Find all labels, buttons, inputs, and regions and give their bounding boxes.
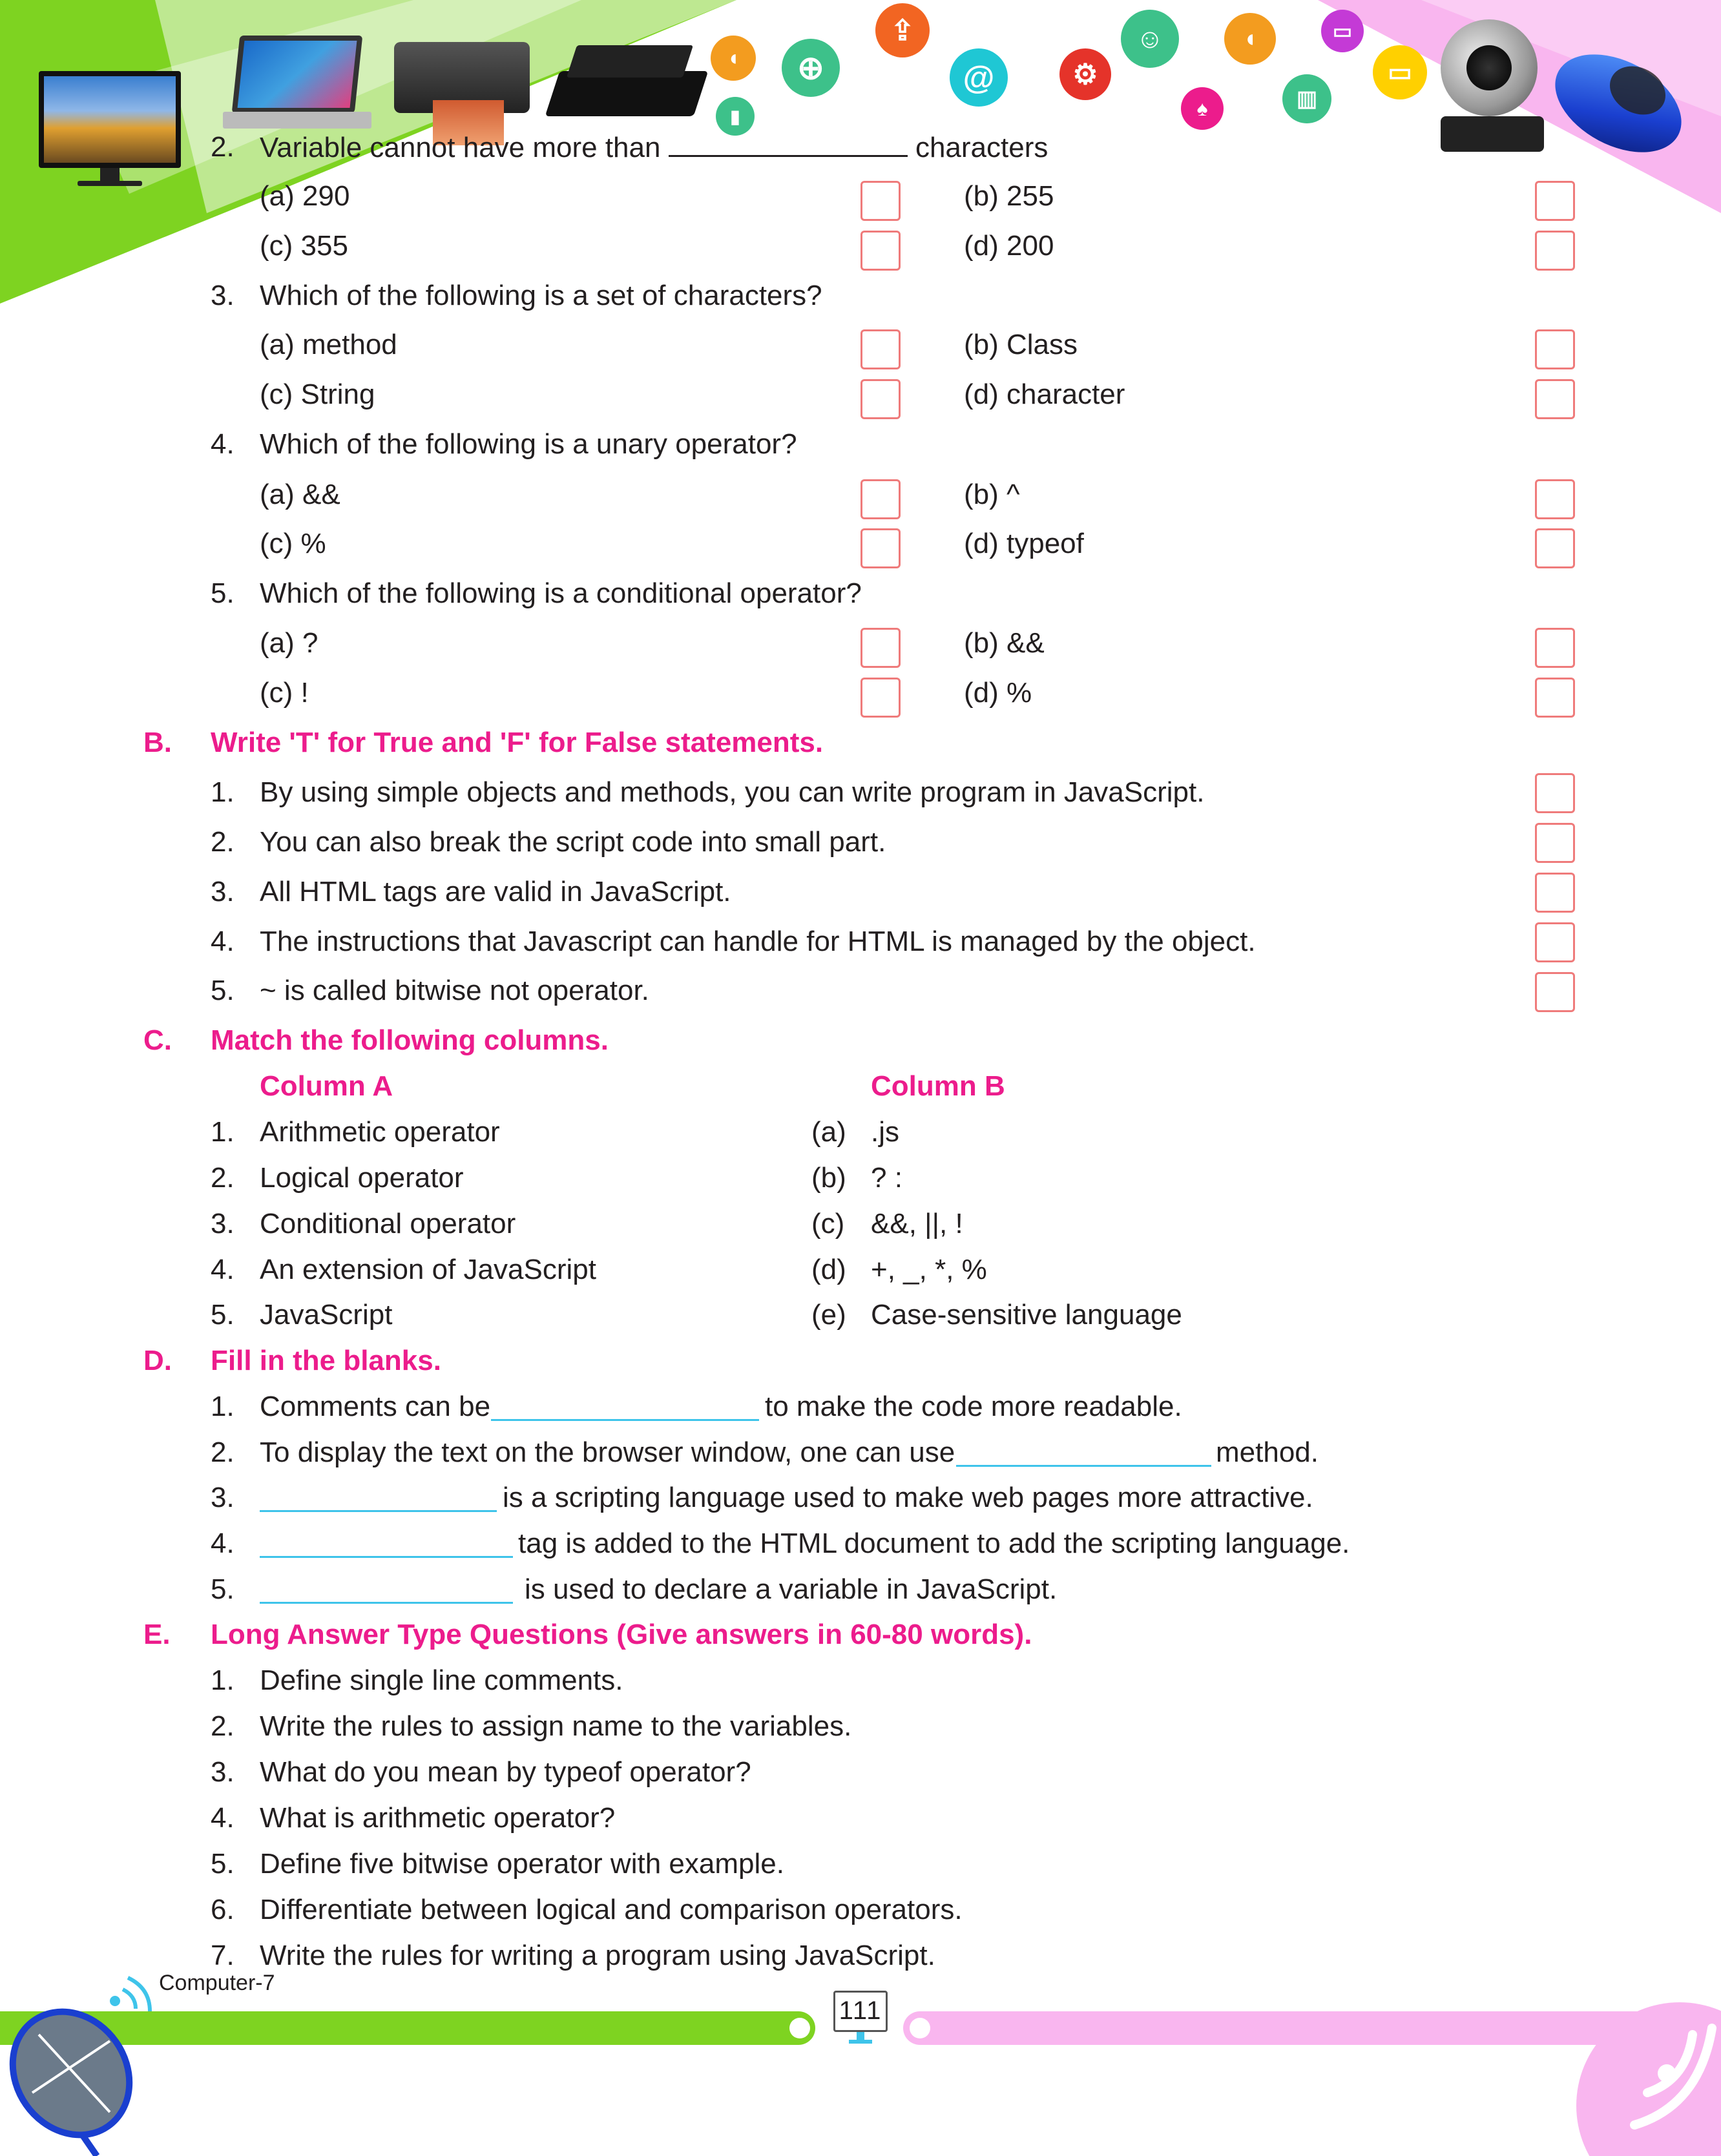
true-false-box[interactable]: [1535, 823, 1575, 863]
laptop-image: [223, 36, 371, 132]
option-c: (c) 355: [260, 230, 348, 262]
match-letter: (a): [811, 1116, 846, 1148]
true-false-box[interactable]: [1535, 873, 1575, 913]
option-b: (b) Class: [964, 329, 1078, 360]
book-title: Computer-7: [159, 1971, 275, 1995]
section-letter: B.: [143, 727, 172, 758]
long-question-text: Define single line comments.: [260, 1664, 623, 1696]
match-number: 2.: [211, 1162, 235, 1194]
page-number: 111: [839, 1996, 882, 2025]
option-c: (c) %: [260, 528, 326, 559]
blank-number: 4.: [211, 1528, 235, 1559]
long-question-number: 6.: [211, 1894, 235, 1925]
statement-number: 4.: [211, 926, 235, 957]
blank-post-text: is used to declare a variable in JavaScript.: [525, 1573, 1058, 1605]
question-number: 5.: [211, 577, 235, 609]
chart-icon: ▮: [716, 97, 755, 136]
section-letter: C.: [143, 1024, 172, 1056]
answer-checkbox[interactable]: [860, 329, 901, 369]
match-letter: (c): [811, 1208, 845, 1239]
long-question-text: What is arithmetic operator?: [260, 1802, 616, 1834]
computer-mouse-image: [1550, 61, 1699, 191]
answer-checkbox[interactable]: [860, 678, 901, 718]
fill-blank-line[interactable]: [956, 1465, 1211, 1467]
long-question-number: 2.: [211, 1710, 235, 1742]
statement-text: The instructions that Javascript can handle for HTML is managed by the object.: [260, 926, 1256, 957]
upload-icon: ⇪: [875, 3, 930, 57]
section-letter: E.: [143, 1619, 171, 1650]
statement-number: 2.: [211, 826, 235, 858]
bar-chart-icon: ▥: [1282, 74, 1331, 123]
blank-number: 5.: [211, 1573, 235, 1605]
answer-checkbox[interactable]: [860, 628, 901, 668]
match-column-b: .js: [871, 1116, 899, 1148]
question-text: Which of the following is a unary operator?: [260, 428, 797, 460]
column-b-header: Column B: [871, 1070, 1005, 1102]
globe-icon: ⊕: [782, 39, 840, 97]
fill-blank-line[interactable]: [260, 1556, 513, 1558]
long-question-number: 5.: [211, 1848, 235, 1880]
option-b: (b) ^: [964, 479, 1020, 510]
blank-pre-text: To display the text on the browser window, one can use: [260, 1436, 955, 1468]
statement-text: All HTML tags are valid in JavaScript.: [260, 876, 731, 907]
true-false-box[interactable]: [1535, 922, 1575, 962]
option-d: (d) 200: [964, 230, 1054, 262]
long-question-number: 3.: [211, 1756, 235, 1788]
answer-checkbox[interactable]: [1535, 528, 1575, 568]
option-d: (d) %: [964, 677, 1032, 709]
option-b: (b) &&: [964, 627, 1045, 659]
section-title: Fill in the blanks.: [211, 1345, 441, 1376]
answer-checkbox[interactable]: [1535, 678, 1575, 718]
option-c: (c) String: [260, 378, 375, 410]
match-column-a: Arithmetic operator: [260, 1116, 500, 1148]
at-icon: @: [950, 48, 1008, 107]
blank-post-text: tag is added to the HTML document to add the scripting language.: [518, 1528, 1350, 1559]
printer-image: [394, 36, 530, 145]
footer-green-dot: [789, 2018, 810, 2038]
section-title: Long Answer Type Questions (Give answers in 60-80 words).: [211, 1619, 1032, 1650]
option-a: (a) 290: [260, 180, 350, 212]
blank-post-text: is a scripting language used to make web pages more attractive.: [503, 1482, 1313, 1513]
blank-post-text: to make the code more readable.: [765, 1391, 1182, 1422]
footer-pink-dot: [910, 2018, 930, 2038]
answer-checkbox[interactable]: [1535, 329, 1575, 369]
statement-text: You can also break the script code into small part.: [260, 826, 886, 858]
answer-checkbox[interactable]: [1535, 231, 1575, 271]
match-letter: (e): [811, 1299, 846, 1331]
long-question-number: 4.: [211, 1802, 235, 1834]
settings-icon: ⚙: [1059, 48, 1111, 100]
column-a-header: Column A: [260, 1070, 393, 1102]
long-question-text: Define five bitwise operator with example.: [260, 1848, 784, 1880]
blank-number: 3.: [211, 1482, 235, 1513]
answer-checkbox[interactable]: [860, 231, 901, 271]
fill-blank-line[interactable]: [260, 1510, 497, 1512]
webcam-image: [1434, 19, 1544, 155]
question-text: Variable cannot have more than characters: [260, 132, 1048, 163]
match-column-a: Conditional operator: [260, 1208, 516, 1239]
satellite-dish-icon: [0, 1964, 155, 2156]
match-column-b: Case-sensitive language: [871, 1299, 1182, 1331]
long-question-number: 1.: [211, 1664, 235, 1696]
match-number: 1.: [211, 1116, 235, 1148]
statement-number: 5.: [211, 975, 235, 1006]
question-number: 4.: [211, 428, 235, 460]
section-title: Write 'T' for True and 'F' for False statements.: [211, 727, 824, 758]
match-column-a: An extension of JavaScript: [260, 1254, 596, 1285]
option-a: (a) method: [260, 329, 397, 360]
statement-text: By using simple objects and methods, you can write program in JavaScript.: [260, 776, 1205, 808]
option-d: (d) character: [964, 378, 1125, 410]
option-b: (b) 255: [964, 180, 1054, 212]
option-c: (c) !: [260, 677, 309, 709]
option-a: (a) &&: [260, 479, 340, 510]
match-column-a: JavaScript: [260, 1299, 393, 1331]
section-letter: D.: [143, 1345, 172, 1376]
mouse-icon: ◖: [711, 36, 756, 81]
true-false-box[interactable]: [1535, 972, 1575, 1012]
blank-number: 2.: [211, 1436, 235, 1468]
blank-number: 1.: [211, 1391, 235, 1422]
monitor-image: [39, 71, 181, 187]
question-number: 2.: [211, 131, 235, 163]
match-number: 4.: [211, 1254, 235, 1285]
fill-blank-line[interactable]: [260, 1602, 513, 1604]
blank-post-text: method.: [1216, 1436, 1319, 1468]
long-question-text: Write the rules for writing a program using JavaScript.: [260, 1940, 935, 1971]
answer-checkbox[interactable]: [1535, 628, 1575, 668]
answer-checkbox[interactable]: [860, 479, 901, 519]
answer-checkbox[interactable]: [860, 181, 901, 221]
blank-pre-text: Comments can be: [260, 1391, 491, 1422]
section-title: Match the following columns.: [211, 1024, 609, 1056]
match-letter: (d): [811, 1254, 846, 1285]
answer-checkbox[interactable]: [1535, 479, 1575, 519]
statement-number: 1.: [211, 776, 235, 808]
question-number: 3.: [211, 280, 235, 311]
folder-icon: ▭: [1321, 10, 1364, 52]
people-icon: ☺: [1121, 10, 1179, 68]
true-false-box[interactable]: [1535, 773, 1575, 813]
answer-checkbox[interactable]: [1535, 181, 1575, 221]
question-text: Which of the following is a conditional operator?: [260, 577, 862, 609]
match-column-b: ? :: [871, 1162, 902, 1194]
fill-blank-line[interactable]: [491, 1419, 759, 1421]
long-question-number: 7.: [211, 1940, 235, 1971]
gamepad-icon: ♠: [1181, 87, 1224, 130]
match-number: 3.: [211, 1208, 235, 1239]
monitor-icon: ▭: [1373, 45, 1427, 99]
answer-checkbox[interactable]: [860, 379, 901, 419]
question-text: Which of the following is a set of characters?: [260, 280, 822, 311]
answer-checkbox[interactable]: [1535, 379, 1575, 419]
match-column-b: +, _, *, %: [871, 1254, 987, 1285]
mouse-icon: ◖: [1224, 13, 1276, 65]
statement-text: ~ is called bitwise not operator.: [260, 975, 649, 1006]
scanner-image: [552, 45, 701, 123]
long-question-text: Write the rules to assign name to the variables.: [260, 1710, 852, 1742]
match-letter: (b): [811, 1162, 846, 1194]
option-a: (a) ?: [260, 627, 318, 659]
long-question-text: What do you mean by typeof operator?: [260, 1756, 751, 1788]
match-column-b: &&, ||, !: [871, 1208, 963, 1239]
answer-checkbox[interactable]: [860, 528, 901, 568]
statement-number: 3.: [211, 876, 235, 907]
match-number: 5.: [211, 1299, 235, 1331]
long-question-text: Differentiate between logical and comparison operators.: [260, 1894, 963, 1925]
match-column-a: Logical operator: [260, 1162, 464, 1194]
option-d: (d) typeof: [964, 528, 1084, 559]
signal-decoration: [1550, 1996, 1721, 2156]
